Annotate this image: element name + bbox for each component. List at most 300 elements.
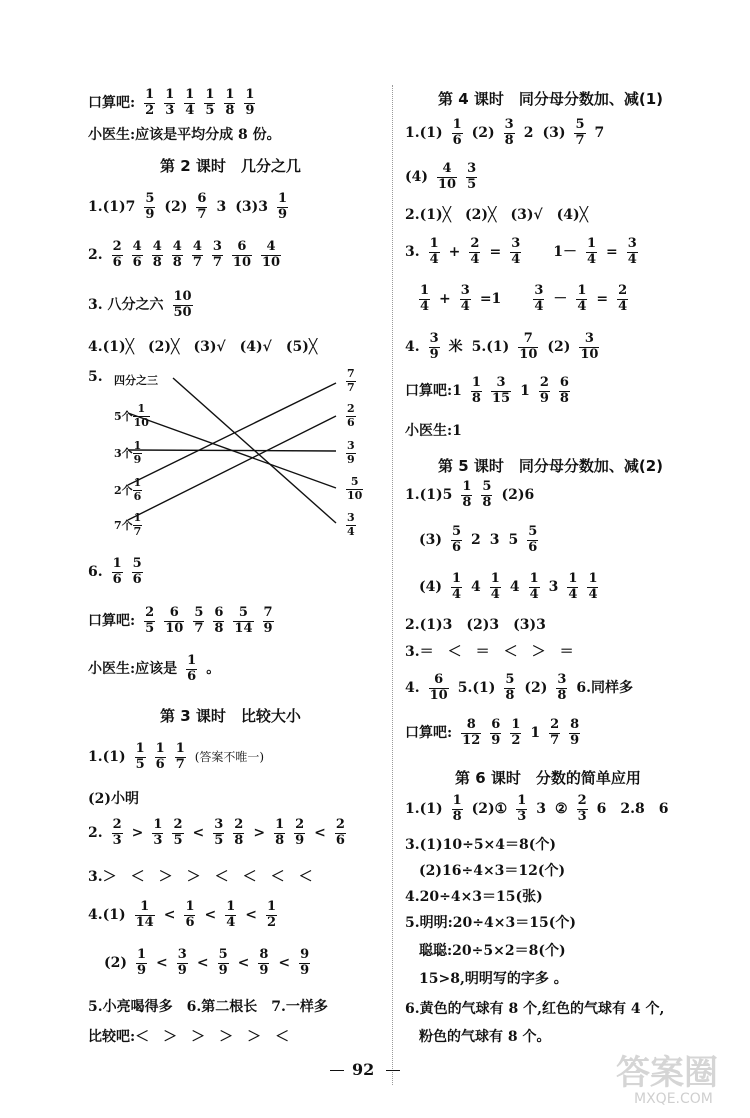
denominator: 8 bbox=[234, 832, 244, 848]
answer-text: (2) bbox=[524, 680, 548, 697]
numerator: 3 bbox=[212, 239, 222, 254]
fraction bbox=[510, 718, 521, 749]
denominator: 3 bbox=[165, 102, 175, 118]
fraction bbox=[135, 742, 146, 773]
answer-line bbox=[88, 340, 317, 354]
answer-text: < bbox=[245, 907, 257, 924]
fraction bbox=[164, 88, 175, 119]
denominator: 9 bbox=[245, 102, 255, 118]
numerator: 1 bbox=[165, 87, 175, 102]
fraction bbox=[529, 572, 540, 603]
fraction bbox=[569, 718, 580, 749]
denominator: 7 bbox=[175, 756, 185, 772]
answer-line bbox=[88, 818, 346, 849]
numerator: 1 bbox=[205, 87, 215, 102]
answer-text: 6.黄色的气球有 8 个,红色的气球有 4 个, bbox=[405, 1001, 665, 1017]
fraction bbox=[225, 900, 236, 931]
fraction bbox=[617, 284, 628, 315]
denominator: 4 bbox=[347, 524, 355, 538]
numerator: 1 bbox=[140, 899, 150, 914]
answer-line bbox=[405, 237, 638, 268]
numerator: 1 bbox=[511, 717, 521, 732]
denominator: 10 bbox=[519, 346, 538, 362]
fraction bbox=[152, 240, 163, 271]
answer-line bbox=[88, 192, 288, 223]
numerator: 1 bbox=[133, 511, 142, 524]
answer-text: < bbox=[156, 955, 168, 972]
answer-line bbox=[419, 864, 565, 878]
denominator: 12 bbox=[462, 732, 481, 748]
denominator: 10 bbox=[232, 254, 251, 270]
denominator: 10 bbox=[347, 488, 363, 502]
xiaoyisheng-line bbox=[88, 128, 281, 142]
denominator: 9 bbox=[133, 452, 142, 466]
denominator: 2 bbox=[511, 732, 521, 748]
denominator: 4 bbox=[577, 298, 587, 314]
fraction bbox=[218, 948, 229, 979]
fraction bbox=[186, 654, 197, 685]
numerator: 4 bbox=[152, 239, 162, 254]
numerator: 5 bbox=[194, 605, 204, 620]
numerator: 7 bbox=[263, 605, 273, 620]
answer-line bbox=[419, 972, 568, 986]
denominator: 6 bbox=[133, 489, 142, 503]
numerator: 5 bbox=[482, 479, 492, 494]
numerator: 1 bbox=[135, 741, 145, 756]
answer-text: 3 bbox=[536, 801, 546, 818]
answer-text: + bbox=[448, 244, 461, 261]
numerator: 4 bbox=[442, 161, 452, 176]
answer-text: < bbox=[192, 825, 205, 842]
fraction bbox=[132, 240, 143, 271]
fraction bbox=[144, 88, 155, 119]
answer-text: 5.(1) bbox=[457, 680, 496, 697]
denominator: 6 bbox=[347, 415, 355, 429]
answer-line bbox=[88, 792, 139, 806]
page-number-dash bbox=[386, 1070, 400, 1071]
answer-line bbox=[88, 870, 313, 884]
answer-line bbox=[88, 1000, 328, 1014]
denominator: 8 bbox=[559, 390, 569, 406]
answer-text: 5.小亮喝得多 6.第二根长 7.一样多 bbox=[88, 999, 328, 1015]
numerator: 4 bbox=[266, 239, 276, 254]
denominator: 9 bbox=[277, 206, 287, 222]
denominator: 8 bbox=[225, 102, 235, 118]
answer-line bbox=[405, 618, 546, 632]
denominator: 8 bbox=[152, 254, 162, 270]
fraction bbox=[451, 572, 462, 603]
answer-line bbox=[405, 890, 543, 904]
denominator: 4 bbox=[511, 251, 521, 267]
fraction bbox=[135, 900, 155, 931]
fraction bbox=[172, 240, 183, 271]
fraction bbox=[576, 284, 587, 315]
fraction bbox=[437, 162, 457, 193]
fraction bbox=[184, 900, 195, 931]
numerator: 1 bbox=[420, 283, 430, 298]
numerator: 5 bbox=[505, 672, 515, 687]
numerator: 8 bbox=[570, 717, 580, 732]
fraction bbox=[233, 606, 253, 637]
numerator: 1 bbox=[452, 793, 462, 808]
answer-line bbox=[405, 1002, 664, 1016]
numerator: 1 bbox=[153, 817, 163, 832]
numerator: 5 bbox=[238, 605, 248, 620]
denominator: 9 bbox=[570, 732, 580, 748]
answer-line bbox=[419, 944, 566, 958]
lesson-6-title: 第 6 课时 分数的简单应用 bbox=[455, 769, 641, 787]
answer-line bbox=[405, 794, 668, 825]
numerator: 2 bbox=[112, 239, 122, 254]
fraction bbox=[452, 118, 463, 149]
denominator: 8 bbox=[482, 494, 492, 510]
fraction bbox=[112, 240, 123, 271]
denominator: 2 bbox=[267, 914, 277, 930]
answer-text: 4 bbox=[509, 579, 520, 596]
numerator: 1 bbox=[490, 571, 500, 586]
numerator: 2 bbox=[539, 375, 549, 390]
denominator: 6 bbox=[452, 132, 462, 148]
answer-text: 2. bbox=[88, 247, 103, 264]
answer-text: 4 bbox=[471, 579, 481, 596]
numerator: 5 bbox=[350, 475, 359, 488]
numerator: 1 bbox=[112, 556, 122, 571]
numerator: 1 bbox=[225, 87, 235, 102]
answer-text: 1－ bbox=[553, 244, 577, 261]
answer-text: 1.(1)5 bbox=[405, 487, 453, 504]
answer-text: 15>8,明明写的字多 。 bbox=[419, 971, 568, 987]
answer-line bbox=[88, 900, 277, 931]
denominator: 7 bbox=[192, 254, 202, 270]
denominator: 8 bbox=[505, 687, 515, 703]
answer-text: (2)① bbox=[471, 801, 508, 818]
fraction bbox=[466, 162, 477, 193]
answer-text: 3.＞ ＜ ＞ ＞ ＜ ＜ ＜ ＜ bbox=[88, 869, 313, 885]
fraction bbox=[567, 572, 578, 603]
answer-text: 1.(1) bbox=[405, 801, 443, 818]
answer-text: < bbox=[204, 907, 217, 924]
denominator: 4 bbox=[586, 251, 597, 267]
xiaoyisheng-line bbox=[405, 424, 462, 438]
numerator: 1 bbox=[452, 117, 462, 132]
numerator: 1 bbox=[471, 375, 481, 390]
fraction bbox=[266, 900, 277, 931]
fraction bbox=[164, 606, 184, 637]
match-line bbox=[128, 450, 336, 451]
section-label: 小医生:1 bbox=[405, 423, 462, 439]
answer-text: 米 bbox=[448, 339, 463, 356]
answer-text: (2) bbox=[547, 339, 571, 356]
answer-text: 4.(1) bbox=[88, 907, 126, 924]
fraction bbox=[112, 818, 123, 849]
numerator: 1 bbox=[226, 899, 236, 914]
match-left-label: 7个 bbox=[114, 519, 133, 533]
fraction bbox=[504, 118, 515, 149]
denominator: 6 bbox=[132, 571, 142, 587]
denominator: 10 bbox=[133, 415, 149, 429]
fraction bbox=[481, 480, 492, 511]
numerator: 1 bbox=[155, 741, 165, 756]
denominator: 7 bbox=[212, 254, 222, 270]
answer-text: － bbox=[553, 291, 568, 308]
xiaoyisheng-line bbox=[88, 654, 220, 685]
answer-text: 3 bbox=[548, 579, 559, 596]
kousuan-line bbox=[88, 606, 274, 637]
fraction bbox=[429, 332, 440, 363]
fraction bbox=[452, 794, 463, 825]
fraction bbox=[556, 673, 567, 704]
denominator: 9 bbox=[259, 962, 269, 978]
numerator: 2 bbox=[577, 793, 587, 808]
numerator: 6 bbox=[237, 239, 247, 254]
fraction bbox=[213, 818, 224, 849]
answer-text: 5.(1) bbox=[471, 339, 510, 356]
answer-line bbox=[405, 332, 599, 363]
denominator: 10 bbox=[165, 620, 184, 636]
denominator: 4 bbox=[534, 298, 544, 314]
fraction bbox=[172, 818, 183, 849]
numerator: 3 bbox=[627, 236, 637, 251]
answer-text: 6.同样多 bbox=[576, 680, 634, 697]
denominator: 10 bbox=[262, 254, 281, 270]
answer-text: > bbox=[131, 825, 144, 842]
numerator: 6 bbox=[491, 717, 501, 732]
answer-line bbox=[405, 838, 556, 852]
numerator: 7 bbox=[523, 331, 533, 346]
answer-text: 3. 八分之六 bbox=[88, 297, 164, 314]
fraction bbox=[177, 948, 188, 979]
answer-text: 4.(1)╳ (2)╳ (3)√ (4)√ (5)╳ bbox=[88, 339, 318, 355]
fraction bbox=[527, 525, 538, 556]
denominator: 14 bbox=[135, 914, 154, 930]
fraction bbox=[258, 948, 269, 979]
fraction bbox=[335, 818, 346, 849]
fraction bbox=[587, 572, 598, 603]
denominator: 9 bbox=[491, 732, 501, 748]
numerator: 1 bbox=[529, 571, 539, 586]
numerator: 1 bbox=[245, 87, 255, 102]
answer-line bbox=[405, 673, 633, 704]
numerator: 6 bbox=[434, 672, 444, 687]
answer-text: 6. bbox=[88, 564, 103, 581]
fraction bbox=[579, 332, 599, 363]
match-left-label: 2个 bbox=[114, 484, 133, 498]
numerator: 3 bbox=[557, 672, 567, 687]
answer-line bbox=[419, 525, 538, 556]
answer-text: < bbox=[196, 955, 209, 972]
denominator: 8 bbox=[275, 832, 285, 848]
denominator: 8 bbox=[504, 132, 514, 148]
numerator: 1 bbox=[452, 571, 462, 586]
denominator: 10 bbox=[429, 687, 448, 703]
denominator: 14 bbox=[234, 620, 253, 636]
numerator: 2 bbox=[145, 605, 155, 620]
answer-text: (2) bbox=[471, 125, 495, 142]
answer-text: < bbox=[163, 907, 176, 924]
numerator: 1 bbox=[267, 899, 277, 914]
denominator: 8 bbox=[557, 687, 567, 703]
fraction bbox=[471, 376, 482, 407]
fraction bbox=[144, 192, 155, 223]
fraction bbox=[469, 237, 480, 268]
kousuan-line bbox=[405, 718, 580, 749]
fraction bbox=[490, 572, 501, 603]
numerator: 2 bbox=[347, 402, 355, 415]
denominator: 4 bbox=[460, 298, 470, 314]
numerator: 5 bbox=[528, 524, 538, 539]
numerator: 3 bbox=[504, 117, 514, 132]
numerator: 2 bbox=[295, 817, 305, 832]
kousuan-line bbox=[88, 88, 255, 119]
fraction bbox=[112, 557, 123, 588]
numerator: 2 bbox=[234, 817, 244, 832]
denominator: 3 bbox=[112, 832, 122, 848]
denominator: 5 bbox=[145, 620, 155, 636]
numerator: 3 bbox=[511, 236, 521, 251]
numerator: 10 bbox=[173, 289, 192, 304]
denominator: 7 bbox=[575, 132, 585, 148]
fraction bbox=[277, 192, 288, 223]
answer-text: = bbox=[606, 244, 618, 261]
denominator: 5 bbox=[173, 832, 183, 848]
numerator: 5 bbox=[218, 947, 228, 962]
denominator: 9 bbox=[177, 962, 187, 978]
fraction bbox=[574, 118, 585, 149]
fraction bbox=[204, 88, 215, 119]
numerator: 1 bbox=[133, 439, 142, 452]
denominator: 15 bbox=[491, 390, 511, 406]
answer-line bbox=[104, 948, 310, 979]
numerator: 1 bbox=[586, 236, 597, 251]
fraction bbox=[184, 88, 195, 119]
numerator: 1 bbox=[588, 571, 598, 586]
numerator: 3 bbox=[177, 947, 187, 962]
denominator: 10 bbox=[580, 346, 599, 362]
denominator: 5 bbox=[135, 756, 145, 772]
answer-text: 3. bbox=[405, 244, 420, 261]
section-label: 口算吧: bbox=[88, 613, 136, 630]
answer-text: > bbox=[253, 825, 266, 842]
fraction bbox=[155, 742, 166, 773]
denominator: 5 bbox=[214, 832, 224, 848]
fraction bbox=[261, 240, 281, 271]
fraction bbox=[516, 794, 527, 825]
numerator: 1 bbox=[568, 571, 578, 586]
answer-text bbox=[530, 245, 544, 259]
section-label: 小医生:应该是 bbox=[88, 661, 178, 678]
answer-line bbox=[405, 118, 604, 149]
section-label: 口算吧: bbox=[405, 725, 453, 742]
denominator: 8 bbox=[172, 254, 182, 270]
lesson-4-title: 第 4 课时 同分母分数加、减(1) bbox=[438, 90, 664, 108]
numerator: 9 bbox=[300, 947, 310, 962]
lesson-2-title: 第 2 课时 几分之几 bbox=[160, 157, 301, 175]
matching-diagram bbox=[88, 368, 378, 538]
fraction bbox=[136, 948, 147, 979]
denominator: 8 bbox=[471, 390, 481, 406]
answer-line bbox=[405, 208, 588, 222]
answer-line bbox=[88, 557, 143, 588]
denominator: 3 bbox=[577, 808, 587, 824]
fraction bbox=[213, 606, 224, 637]
answer-line bbox=[88, 240, 281, 271]
fraction bbox=[627, 237, 638, 268]
kousuan-line bbox=[405, 376, 570, 407]
answer-text: 1 bbox=[530, 725, 541, 742]
answer-text: (2)小明 bbox=[88, 791, 139, 807]
answer-line bbox=[419, 572, 598, 603]
denominator: 6 bbox=[335, 832, 345, 848]
fraction bbox=[175, 742, 186, 773]
numerator: 8 bbox=[466, 717, 476, 732]
answer-text: (2) bbox=[164, 199, 188, 216]
denominator: 7 bbox=[550, 732, 560, 748]
fraction bbox=[559, 376, 570, 407]
denominator: 7 bbox=[133, 524, 142, 538]
fraction bbox=[539, 376, 550, 407]
numerator: 1 bbox=[145, 87, 155, 102]
answer-text: 2 bbox=[523, 125, 534, 142]
answer-text: 3 bbox=[489, 532, 500, 549]
denominator: 9 bbox=[145, 206, 155, 222]
numerator: 5 bbox=[452, 524, 462, 539]
answer-text: 。 bbox=[206, 661, 221, 678]
fraction bbox=[461, 718, 481, 749]
denominator: 4 bbox=[452, 586, 462, 602]
fraction bbox=[152, 818, 163, 849]
numerator: 1 bbox=[517, 793, 527, 808]
answer-text: 1 bbox=[520, 383, 530, 400]
denominator: 2 bbox=[145, 102, 155, 118]
answer-line bbox=[419, 1030, 551, 1044]
fraction bbox=[533, 284, 544, 315]
answer-text: 5 bbox=[508, 532, 519, 549]
fraction bbox=[173, 290, 193, 321]
fraction bbox=[491, 376, 511, 407]
fraction bbox=[451, 525, 462, 556]
fraction bbox=[192, 240, 203, 271]
answer-line bbox=[88, 290, 193, 321]
answer-note: (答案不唯一) bbox=[194, 750, 265, 765]
fraction bbox=[299, 948, 310, 979]
numerator: 3 bbox=[584, 331, 594, 346]
numerator: 3 bbox=[460, 283, 470, 298]
denominator: 6 bbox=[452, 539, 462, 555]
answer-text: = bbox=[489, 244, 502, 261]
denominator: 6 bbox=[112, 571, 122, 587]
fraction bbox=[504, 673, 515, 704]
fraction bbox=[549, 718, 560, 749]
answer-text: + bbox=[439, 291, 451, 308]
numerator: 2 bbox=[470, 236, 480, 251]
denominator: 3 bbox=[153, 832, 163, 848]
denominator: 4 bbox=[490, 586, 500, 602]
numerator: 5 bbox=[575, 117, 585, 132]
numerator: 2 bbox=[618, 283, 628, 298]
fraction bbox=[232, 240, 252, 271]
fraction bbox=[294, 818, 305, 849]
answer-text: 4. bbox=[405, 339, 420, 356]
numerator: 3 bbox=[534, 283, 544, 298]
fraction bbox=[586, 237, 597, 268]
denominator: 9 bbox=[539, 390, 549, 406]
denominator: 6 bbox=[155, 756, 165, 772]
answer-text: 2. bbox=[88, 825, 103, 842]
answer-text: 6 2.8 6 bbox=[596, 801, 669, 818]
section-label: 小医生:应该是平均分成 8 份。 bbox=[88, 127, 281, 143]
denominator: 9 bbox=[137, 962, 147, 978]
numerator: 1 bbox=[187, 653, 197, 668]
